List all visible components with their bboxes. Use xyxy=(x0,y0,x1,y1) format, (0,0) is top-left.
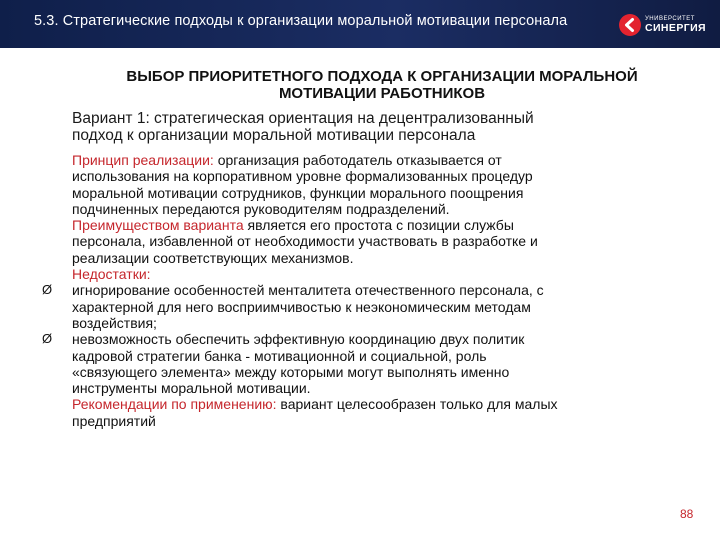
advantage-text: персонала, избавленной от необходимости участвовать в разработке и xyxy=(72,233,538,250)
drawback-text: «связующего элемента» между которыми могут выполнять именно xyxy=(72,363,510,380)
principle-text: использования на корпоративном уровне формализованных процедур xyxy=(72,168,533,185)
principle-label: Принцип реализации: xyxy=(72,152,214,168)
principle-paragraph xyxy=(72,152,672,217)
drawback-text: невозможность обеспечить эффективную координацию двух политик xyxy=(72,331,525,348)
variant-line: подход к организации моральной мотивации персонала xyxy=(72,127,476,144)
recommendation-text: предприятий xyxy=(72,412,156,429)
page-number: 88 xyxy=(680,507,694,521)
heading-line: ВЫБОР ПРИОРИТЕТНОГО ПОДХОДА К ОРГАНИЗАЦИИ МОРАЛЬНОЙ xyxy=(126,68,638,85)
recommendation-paragraph xyxy=(72,396,672,429)
arrow-bullet-icon: Ø xyxy=(42,282,53,298)
drawbacks-label: Недостатки: xyxy=(72,266,151,283)
principle-text: организация работодатель отказывается от xyxy=(213,152,502,168)
slide-body xyxy=(42,152,672,429)
variant-line: Вариант 1: стратегическая ориентация на децентрализованный xyxy=(72,110,534,127)
drawback-item xyxy=(42,331,672,397)
advantage-paragraph xyxy=(72,217,672,266)
section-heading xyxy=(72,68,692,102)
heading-line: МОТИВАЦИИ РАБОТНИКОВ xyxy=(278,85,486,102)
recommendation-text: вариант целесообразен только для малых xyxy=(276,396,558,413)
slide-header xyxy=(0,0,720,48)
drawback-text: инструменты моральной мотивации. xyxy=(72,380,311,397)
advantage-text: является его простота с позиции службы xyxy=(243,217,514,234)
advantage-text: реализации соответствующих механизмов. xyxy=(72,249,354,266)
drawback-item xyxy=(42,282,672,331)
drawback-text: игнорирование особенностей менталитета отечественного персонала, с xyxy=(72,282,544,299)
slide-title: 5.3. Стратегические подходы к организации моральной мотивации персонала xyxy=(34,13,568,29)
principle-text: моральной мотивации сотрудников, функции морального поощрения xyxy=(72,184,524,201)
variant-title xyxy=(72,110,692,144)
drawback-text: кадровой стратегии банка - мотивационной и социальной, роль xyxy=(72,347,487,364)
drawback-text: характерной для него восприимчивостью к неэкономическим методам xyxy=(72,298,531,315)
arrow-bullet-icon: Ø xyxy=(42,331,53,347)
logo-big-text: СИНЕРГИЯ xyxy=(645,22,706,34)
drawback-text: воздействия; xyxy=(72,314,157,331)
logo-small-text: УНИВЕРСИТЕТ xyxy=(645,16,695,22)
advantage-label: Преимуществом варианта xyxy=(72,217,244,234)
synergy-logo-icon xyxy=(619,14,641,36)
logo-text xyxy=(645,16,706,34)
principle-text: подчиненных передаются руководителям подразделений. xyxy=(72,200,450,217)
recommendation-label: Рекомендации по применению: xyxy=(72,396,277,413)
synergy-logo xyxy=(619,14,715,40)
